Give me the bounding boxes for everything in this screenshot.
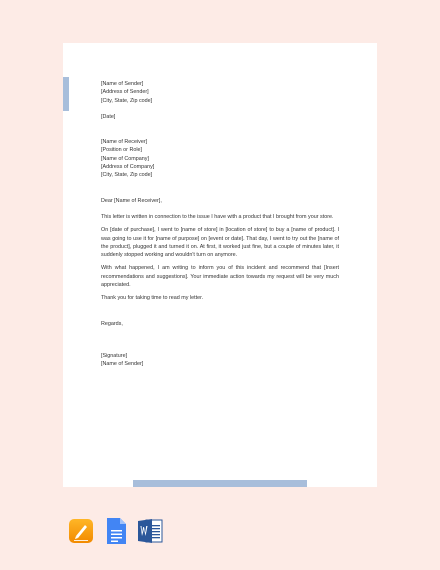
receiver-name: [Name of Receiver] <box>101 139 148 146</box>
google-docs-icon[interactable] <box>103 517 129 545</box>
signature-block <box>101 352 339 369</box>
receiver-address: [Address of Company] <box>101 164 155 171</box>
left-accent-bar <box>63 77 69 111</box>
sender-block <box>101 80 339 105</box>
receiver-city: [City, State, Zip code] <box>101 172 153 179</box>
sender-address: [Address of Sender] <box>101 89 149 96</box>
sender-city: [City, State, Zip code] <box>101 97 153 104</box>
pages-app-icon[interactable] <box>68 517 94 545</box>
signature: [Signature] <box>101 352 128 359</box>
receiver-position: [Position or Role] <box>101 147 143 154</box>
letter-content <box>101 80 339 369</box>
receiver-company: [Name of Company] <box>101 155 149 162</box>
bottom-accent-bar <box>133 480 307 487</box>
closing: Regards, <box>101 320 123 327</box>
body-paragraph-3: With what happened, I am writing to inform you of this incident and recommend that [Insert recommendations and suggestions]. Your immediate action towards my request will be very much appreciated. <box>101 265 339 289</box>
body-paragraph-2: On [date of purchase], I went to [name of store] in [location of store] to buy a [name of product]. I was going to use it for [name of purpose] on [event or date]. That day, I went to try out the [name of the product], plugged it and turned it on. At first, it worked just fine, but a couple of minutes later, it suddenly stopped working and wouldn't turn on anymore. <box>101 227 339 259</box>
letter-date: [Date] <box>101 113 116 120</box>
signature-name: [Name of Sender] <box>101 361 144 368</box>
receiver-block <box>101 138 339 179</box>
salutation: Dear [Name of Receiver], <box>101 197 162 204</box>
body-paragraph-1: This letter is written in connection to the issue I have with a product that I brought from your store. <box>101 213 334 220</box>
sender-name: [Name of Sender] <box>101 81 144 87</box>
microsoft-word-icon[interactable] <box>137 517 163 545</box>
body-paragraph-4: Thank you for taking time to read my letter. <box>101 295 204 302</box>
